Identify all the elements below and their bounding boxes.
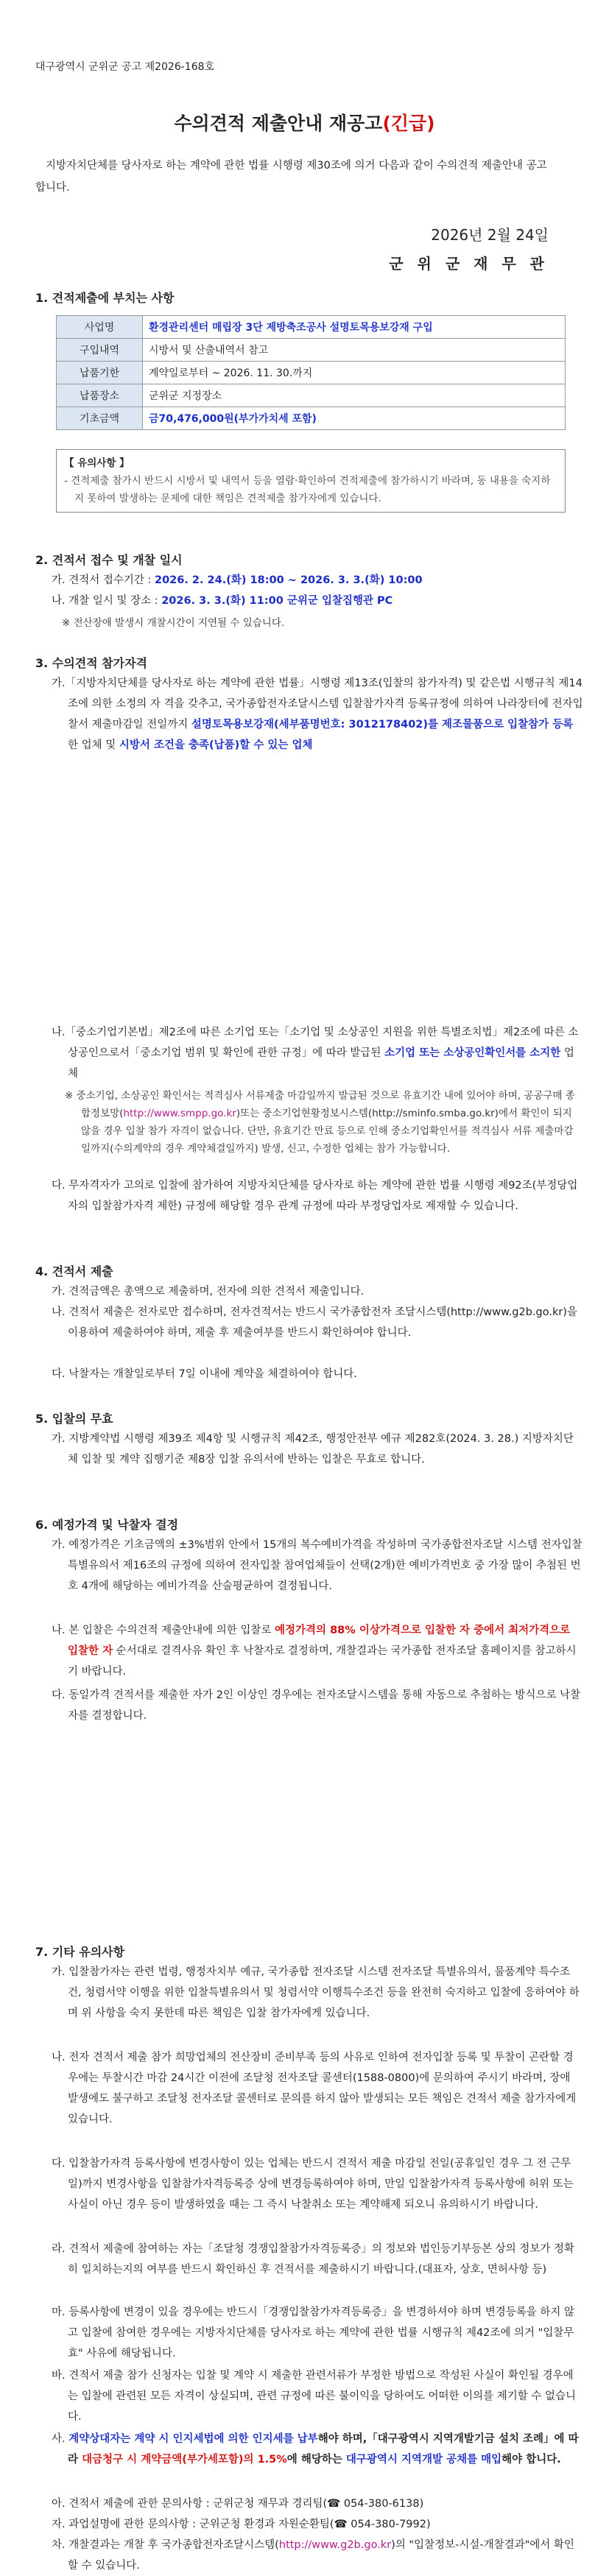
s7-sa-t3: 해야 합니다. [501, 2454, 561, 2466]
s7-cha-text2: )의 "입찰정보-시설-개찰결과"에서 확인할 수 있습니다. [68, 2539, 574, 2572]
row-value: 환경관리센터 매립장 3단 제방축조공사 설명토목용보강재 구입 [143, 316, 566, 339]
s7-sa-t2: 에 해당하는 [286, 2454, 346, 2466]
table-row [57, 316, 566, 339]
s2-ga-label: 가. 견적서 접수기간 : [52, 574, 155, 586]
s3-na-note [65, 1087, 582, 1158]
s7-item-sa [52, 2429, 583, 2470]
row-value: 계약일로부터 ~ 2026. 11. 30.까지 [143, 362, 566, 384]
row-label: 납품장소 [57, 384, 143, 407]
section-6-title: 6. 예정가격 및 낙찰자 결정 [35, 1518, 179, 1532]
table-row [57, 384, 566, 407]
notice-number: 대구광역시 군위군 공고 제2026-168호 [35, 61, 215, 73]
section-5-title: 5. 입찰의 무효 [35, 1412, 113, 1426]
s7-sa-prefix: 사. [52, 2433, 69, 2445]
table-row [57, 339, 566, 362]
smpp-link[interactable]: http://www.smpp.go.kr [123, 1108, 236, 1119]
s4-item-na: 나. 견적서 제출은 전자로만 접수하며, 전자견적서는 반드시 국가종합전자 조달시스템(http://www.g2b.go.kr)을 이용하여 제출하여야 하며, 제출 후 제출여부를 반드시 확인하여야 합니다. [52, 1306, 577, 1339]
s3-ga-highlight2: 시방서 조건을 충족(납품)할 수 있는 업체 [119, 739, 313, 751]
s2-na-label: 나. 개찰 일시 및 장소 : [52, 595, 162, 607]
row-value: 금70,476,000원(부가가치세 포함) [143, 407, 566, 430]
s3-item-na [52, 1022, 583, 1084]
intro-text: 지방자치단체를 당사자로 하는 계약에 관한 법률 시행령 제30조에 의거 다음과 같이 수의견적 제출안내 공고합니다. [35, 160, 547, 194]
s3-item-da: 다. 무자격자가 고의로 입찰에 참가하여 지방자치단체를 당사자로 하는 계약에 관한 법률 시행령 제92조(부정당업자의 입찰참가자격 제한) 규정에 해당할 경우 관계 규정에 따라 부정당업자로 제재할 수 있습니다. [52, 1180, 578, 1212]
s3-note-text: ※ 중소기업, 소상공인 확인서는 적격심사 서류제출 마감일까지 발급된 것으로 유효기간 내에 있어야 하며, 공공구매 종합정보망( [65, 1090, 575, 1119]
s2-item-na [52, 591, 567, 611]
s7-sa-t1: 해야 하며,「대구광역시 지역개발기금 설치 조례」에 따라 [68, 2433, 579, 2466]
caution-box [56, 449, 566, 513]
row-value: 시방서 및 산출내역서 참고 [143, 339, 566, 362]
s3-na-highlight: 소기업 또는 소상공인확인서를 소지한 [384, 1047, 561, 1059]
s2-na-value: 2026. 3. 3.(화) 11:00 군위군 입찰집행관 PC [161, 595, 393, 607]
s3-na-text2: 업체 [68, 1047, 574, 1080]
s7-item-ja: 자. 과업설명에 관한 문의사항 : 군위군청 환경과 자원순환팀(☎ 054-380-7992) [52, 2519, 431, 2530]
s7-item-cha [52, 2535, 583, 2576]
title-urgent: (긴급) [382, 113, 435, 134]
s7-sa-h2: 대금청구 시 계약금액(부가세포함)의 1.5% [82, 2454, 287, 2466]
s7-item-ga: 가. 입찰참가자는 관련 법령, 행정자치부 예규, 국가종합 전자조달 시스템 전자조달 특별유의서, 물품계약 특수조건, 청렴서약 이행을 위한 입찰특별유의서 및 청렴서약 이행특수조건 등을 완전히 숙지하고 입찰에 응하여야 하며 위 사항을 숙지 못한데 따른 책임은 입찰 참가자에게 있습니다. [52, 1966, 580, 2019]
s7-item-a: 아. 견적서 제출에 관한 문의사항 : 군위군청 재무과 경리팀(☎ 054-380-6138) [52, 2498, 424, 2510]
s7-item-ra: 라. 견적서 제출에 참여하는 자는「조달청 경쟁입찰참가자격등록증」의 정보와 법인등기부등본 상의 정보가 정확히 일치하는지의 여부를 반드시 확인하신 후 견적서를 제출하시기 바랍니다.(대표자, 상호, 면허사항 등) [52, 2243, 575, 2276]
section-2-title: 2. 견적서 접수 및 개찰 일시 [35, 553, 183, 567]
caution-item: - 견적제출 참가시 반드시 시방서 및 내역서 등을 열람·확인하여 견적제출에 참가하시기 바라며, 동 내용을 숙지하지 못하여 발생하는 문제에 대한 책임은 견적제출 참가자에게 있습니다. [64, 475, 551, 504]
s6-item-ga: 가. 예정가격은 기초금액의 ±3%범위 안에서 15개의 복수예비가격을 작성하며 국가종합전자조달 시스템 전자입찰 특별유의서 제16조의 규정에 의하여 전자입찰 참여업체들이 선택(2개)한 예비가격번호 중 가장 많이 추첨된 번호 4개에 해당하는 예비가격을 산술평균하여 결정됩니다. [52, 1539, 582, 1592]
caution-header: 【 유의사항 】 [64, 457, 130, 469]
table-row [57, 407, 566, 430]
section-7-title: 7. 기타 유의사항 [35, 1945, 125, 1959]
s2-note: ※ 전산장애 발생시 개찰시간이 지연될 수 있습니다. [62, 617, 285, 629]
s5-item-ga: 가. 지방계약법 시행령 제39조 제4항 및 시행규칙 제42조, 행정안전부 예규 제282호(2024. 3. 28.) 지방자치단체 입찰 및 계약 집행기준 제8장 입찰 유의서에 반하는 입찰은 무효로 합니다. [52, 1433, 574, 1465]
row-label: 구입내역 [57, 339, 143, 362]
page-title [0, 109, 609, 136]
s4-item-da: 다. 낙찰자는 개찰일로부터 7일 이내에 계약을 체결하여야 합니다. [52, 1368, 357, 1380]
s3-ga-text: 가.「지방자치단체를 당사자로 하는 계약에 관한 법률」시행령 제13조(입찰의 참가자격) 및 같은법 시행규칙 제14조에 의한 소정의 자 격을 갖추고, 국가종합전자조달시스템 입찰참가자격 등록규정에 의하여 나라장터에 전자입찰서 제출마감일 전일까지 [52, 678, 583, 731]
table-row [57, 362, 566, 384]
s7-item-ma: 마. 등록사항에 변경이 있을 경우에는 반드시「경쟁입찰참가자격등록증」을 변경하셔야 하며 변경등록을 하지 않고 입찰에 참여한 경우에는 지방자치단체를 당사자로 하는 계약에 관한 법률 시행규칙 제42조에 의거 "입찰무효" 사유에 해당됩니다. [52, 2306, 575, 2359]
s7-item-da: 다. 입찰참가자격 등록사항에 변경사항이 있는 업체는 반드시 견적서 제출 마감일 전일(공휴일인 경우 그 전 근무일)까지 변경사항을 입찰참가자격등록증 상에 변경등록하여야 하며, 만일 입찰참가자격 등록사항에 허위 또는 사실이 아닌 경우 등이 발생하였을 때는 그 즉시 낙찰취소 또는 계약해제 되오니 유의하시기 바랍니다. [52, 2158, 574, 2211]
s2-item-ga [52, 570, 567, 591]
s2-ga-value: 2026. 2. 24.(화) 18:00 ~ 2026. 3. 3.(화) 10:00 [155, 574, 423, 586]
section-3-title: 3. 수의견적 참가자격 [35, 656, 147, 670]
s3-item-ga [52, 673, 583, 756]
s6-item-na [52, 1620, 583, 1682]
s3-na-text: 나.「중소기업기본법」제2조에 따른 소기업 또는「소기업 및 소상공인 지원을 위한 특별조치법」제2조에 따른 소상공인으로서「중소기업 범위 및 확인에 관한 규정」에 따라 발급된 [52, 1027, 579, 1059]
s7-item-ba: 바. 견적서 제출 참가 신청자는 입찰 및 계약 시 제출한 관련서류가 부정한 방법으로 작성된 사실이 확인될 경우에는 입찰에 관련된 모든 자격이 상실되며, 관련 규정에 따른 불이익을 당하여도 어떠한 이의를 제기할 수 없습니다. [52, 2370, 577, 2423]
row-label: 기초금액 [57, 407, 143, 430]
row-label: 납품기한 [57, 362, 143, 384]
section-1-title: 1. 견적제출에 부치는 사항 [35, 291, 175, 305]
s3-note-text2: )또는 중소기업현황정보시스템(http://sminfo.smba.go.kr)에서 확인이 되지 않을 경우 입찰 참가 자격이 없습니다. 단만, 유효기간 만료 등으로 인해 중소기업확인서를 적격심사 서류 제출마감일까지(수의계약의 경우 계약체결일까지) 발생, 신고, 수정한 업체는 참가 가능합니다. [81, 1108, 574, 1155]
notice-date: 2026년 2월 24일 [431, 226, 549, 244]
s7-sa-h1: 계약상대자는 계약 시 인지세법에 의한 인지세를 납부 [68, 2433, 318, 2445]
summary-table [56, 315, 566, 430]
s4-item-ga: 가. 견적금액은 총액으로 제출하며, 전자에 의한 견적서 제출입니다. [52, 1286, 365, 1298]
s6-na-text: 나. 본 입찰은 수의견적 제출안내에 의한 입찰로 [52, 1625, 275, 1636]
s7-item-na: 나. 전자 견적서 제출 참가 희망업체의 전산장비 준비부족 등의 사유로 인하여 전자입찰 등록 및 투찰이 곤란할 경우에는 투찰시간 마감 24시간 이전에 조달청 전자조달 콜센터(1588-0800)에 문의하여 주시기 바라며, 장애 발생에도 불구하고 조달청 전자조달 콜센터로 문의를 하지 않아 발생되는 모든 책임은 견적서 제출 참가자에게 있습니다. [52, 2052, 577, 2125]
issuer: 군 위 군 재 무 관 [389, 255, 549, 272]
s6-na-text2: 순서대로 결격사유 확인 후 낙찰자로 결정하며, 개찰결과는 국가종합 전자조달 홈페이지를 참고하시기 바랍니다. [68, 1645, 577, 1678]
row-value: 군위군 지정장소 [143, 384, 566, 407]
s6-item-da: 다. 동일가격 견적서를 제출한 자가 2인 이상인 경우에는 전자조달시스템을 통해 자동으로 추첨하는 방식으로 낙찰자를 결정합니다. [52, 1689, 581, 1722]
s3-ga-text2: 한 업체 및 [68, 739, 119, 751]
g2b-link[interactable]: http://www.g2b.go.kr [278, 2539, 392, 2551]
title-main: 수의견적 제출안내 재공고 [174, 113, 383, 134]
s3-ga-highlight: 설명토목용보강재(세부품명번호: 3012178402)를 제조물품으로 입찰참가 등록 [191, 719, 574, 731]
s7-cha-text: 차. 개찰결과는 개찰 후 국가종합전자조달시스템( [52, 2539, 279, 2551]
row-label: 사업명 [57, 316, 143, 339]
s7-sa-h3: 대구광역시 지역개발 공채를 매입 [345, 2454, 502, 2466]
s6-na-highlight: 예정가격의 88% 이상가격으로 입찰한 자 중에서 최저가격으로 입찰한 자 [68, 1625, 571, 1657]
section-4-title: 4. 견적서 제출 [35, 1264, 113, 1278]
